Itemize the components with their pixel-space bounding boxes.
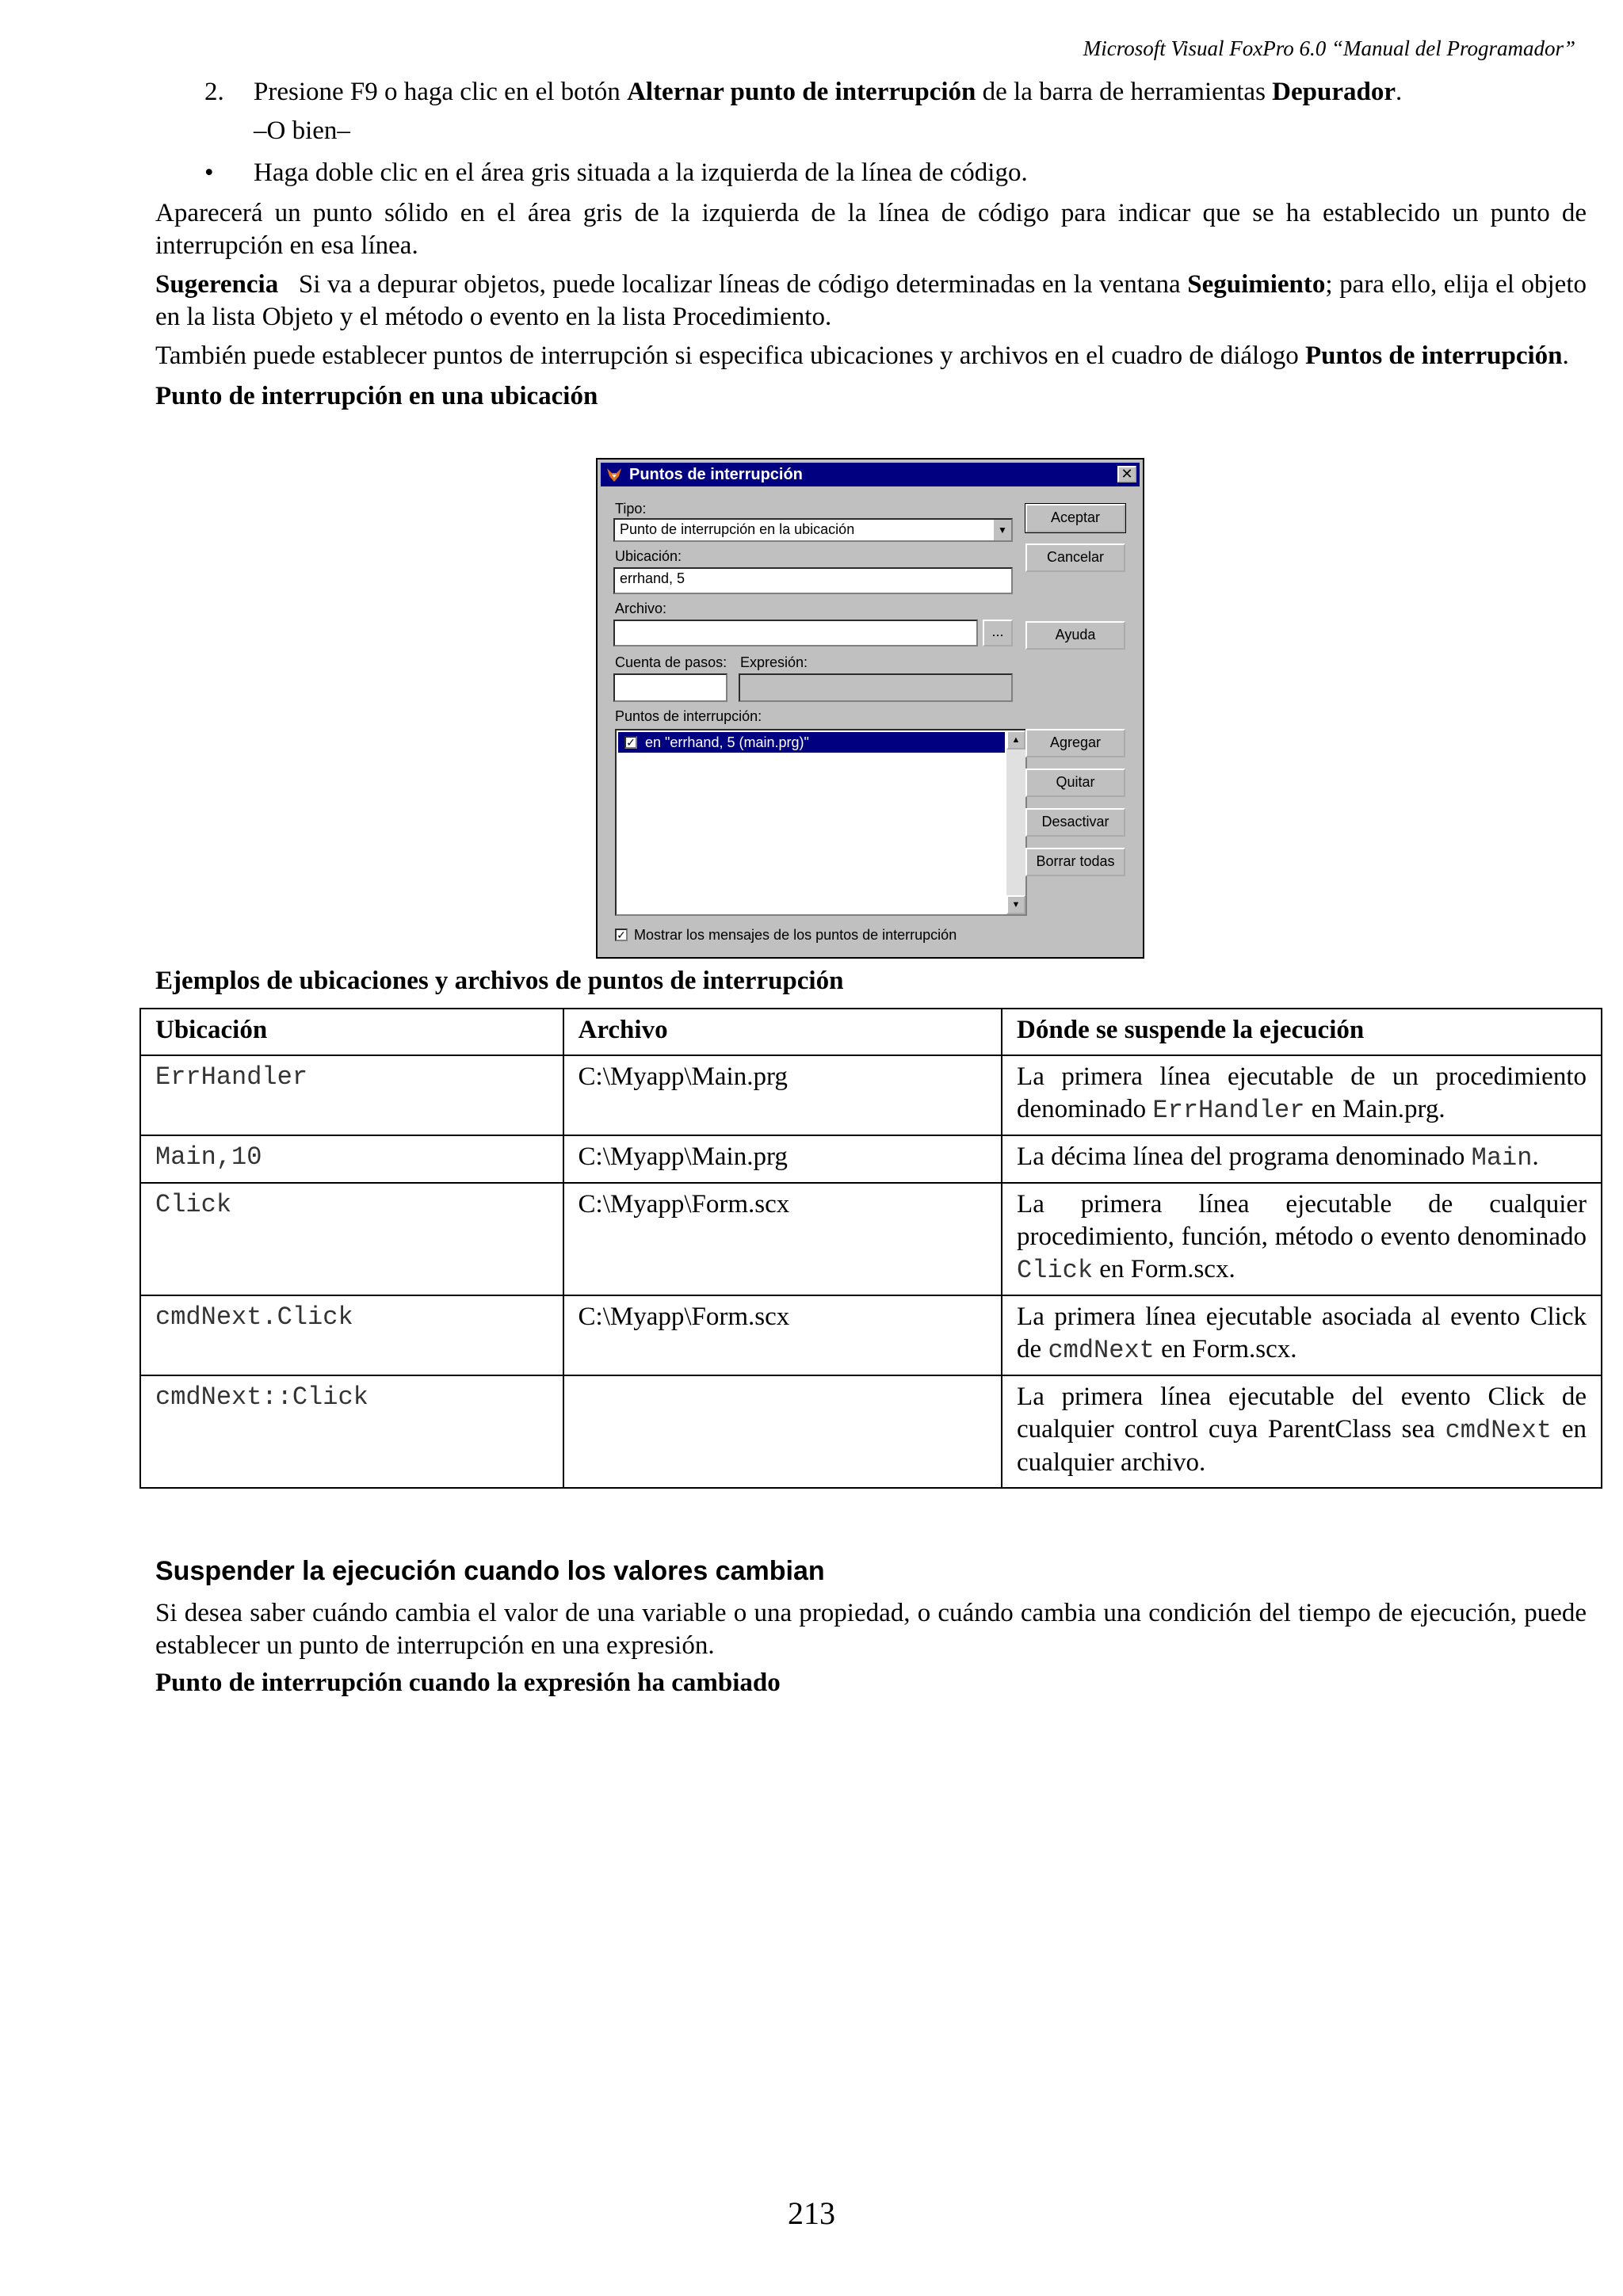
figure-caption-expression: Punto de interrupción cuando la expresión ha cambiado: [155, 1669, 781, 1697]
list-item[interactable]: [618, 732, 1005, 753]
breakpoints-list[interactable]: [615, 729, 1027, 916]
ubicacion-label: Ubicación:: [615, 548, 682, 564]
bullet-text: Haga doble clic en el área gris situada a la izquierda de la línea de código.: [254, 158, 1028, 187]
debugger-term: Depurador: [1272, 78, 1396, 106]
desc-text-end: en Form.scx.: [1154, 1335, 1297, 1363]
step-text-mid: de la barra de herramientas: [976, 78, 1273, 106]
tipo-select[interactable]: [613, 518, 1013, 542]
table-row: [140, 1295, 1602, 1375]
cell-description: [1002, 1295, 1602, 1375]
borrar-todas-button[interactable]: Borrar todas: [1025, 848, 1125, 876]
show-messages-label: Mostrar los mensajes de los puntos de interrupción: [634, 927, 957, 943]
figure-caption-location: Punto de interrupción en una ubicación: [155, 382, 598, 410]
bullet-item: [155, 157, 1587, 189]
header-archivo: Archivo: [563, 1009, 1002, 1055]
toggle-breakpoint-term: Alternar punto de interrupción: [627, 78, 976, 106]
archivo-label: Archivo:: [615, 601, 667, 616]
cell-location: ErrHandler: [140, 1055, 563, 1135]
table-row: [140, 1375, 1602, 1488]
aceptar-button[interactable]: Aceptar: [1025, 504, 1125, 532]
breakpoints-dialog-term: Puntos de interrupción: [1304, 341, 1563, 370]
agregar-button[interactable]: Agregar: [1025, 729, 1125, 757]
tip-label: Sugerencia: [155, 270, 279, 299]
step-text: Presione F9 o haga clic en el botón: [254, 78, 628, 106]
cancelar-button[interactable]: Cancelar: [1025, 543, 1125, 572]
checkbox-checked-icon[interactable]: ✓: [624, 736, 637, 749]
desactivar-button[interactable]: Desactivar: [1025, 808, 1125, 837]
show-messages-checkbox[interactable]: ✓: [615, 929, 628, 941]
expresion-input[interactable]: [739, 673, 1013, 702]
pasos-input[interactable]: [613, 673, 727, 702]
cell-file: C:\Myapp\Form.scx: [563, 1295, 1002, 1375]
header-ubicacion: Ubicación: [140, 1009, 563, 1055]
bullet-symbol: •: [204, 158, 214, 187]
desc-code: cmdNext: [1048, 1336, 1155, 1365]
desc-text: La décima línea del programa denominado: [1017, 1142, 1472, 1171]
table-header-row: [140, 1009, 1602, 1055]
or-text: –O bien–: [254, 116, 350, 145]
desc-code: Main: [1471, 1143, 1533, 1173]
scroll-down-icon[interactable]: ▼: [1006, 895, 1025, 914]
cell-location: Main,10: [140, 1135, 563, 1183]
paragraph-dialog: [155, 340, 1587, 372]
cell-location: cmdNext.Click: [140, 1295, 563, 1375]
cell-file: C:\Myapp\Main.prg: [563, 1135, 1002, 1183]
puntos-label: Puntos de interrupción:: [615, 708, 762, 724]
table-row: [140, 1055, 1602, 1135]
close-button[interactable]: ✕: [1117, 466, 1136, 482]
cell-description: [1002, 1055, 1602, 1135]
desc-text-end: en cualquier archivo.: [1017, 1415, 1587, 1477]
cell-file: C:\Myapp\Form.scx: [563, 1183, 1002, 1295]
breakpoints-dialog-screenshot: [596, 458, 1144, 959]
section-paragraph: Si desea saber cuándo cambia el valor de una variable o una propiedad, o cuándo cambia una condición del tiempo de ejecución, puede establecer un punto de interrupción en una expresión.: [155, 1599, 1587, 1660]
tipo-select-value: Punto de interrupción en la ubicación: [620, 521, 855, 537]
dialog-titlebar: [601, 463, 1140, 486]
desc-text: La primera línea ejecutable asociada al evento Click de: [1017, 1302, 1587, 1363]
ayuda-button[interactable]: Ayuda: [1025, 621, 1125, 650]
expresion-label: Expresión:: [740, 654, 808, 670]
breakpoint-examples-table: [139, 1008, 1602, 1489]
archivo-input[interactable]: [613, 620, 978, 646]
step-2: [155, 76, 1587, 109]
step-number: 2.: [204, 78, 224, 106]
body-text: [155, 76, 1587, 418]
cell-file: [563, 1375, 1002, 1488]
pasos-label: Cuenta de pasos:: [615, 654, 727, 670]
desc-text-end: en Main.prg.: [1304, 1095, 1445, 1123]
tip-text: Si va a depurar objetos, puede localizar líneas de código determinadas en la ventana: [298, 270, 1188, 299]
scroll-up-icon[interactable]: ▲: [1006, 730, 1025, 749]
foxpro-fox-icon: [605, 466, 623, 483]
page-number: 213: [788, 2195, 835, 2231]
section-heading: Suspender la ejecución cuando los valores cambian: [155, 1556, 825, 1586]
dialog-para-text: También puede establecer puntos de interrupción si especifica ubicaciones y archivos en el cuadro de diálogo: [155, 341, 1305, 370]
tip-text-end: ; para ello, elija el objeto en la lista Objeto y el método o evento en la lista Procedimiento.: [155, 270, 1587, 331]
tipo-label: Tipo:: [615, 501, 647, 517]
quitar-button[interactable]: Quitar: [1025, 769, 1125, 797]
desc-text-end: en Form.scx.: [1093, 1255, 1235, 1283]
dialog-title: Puntos de interrupción: [629, 466, 803, 483]
table-row: [140, 1183, 1602, 1295]
list-scrollbar[interactable]: [1006, 730, 1025, 914]
running-header: Microsoft Visual FoxPro 6.0 “Manual del Programador”: [1083, 36, 1575, 60]
desc-code: cmdNext: [1445, 1416, 1552, 1445]
tip-paragraph: [155, 269, 1587, 334]
cell-file: C:\Myapp\Main.prg: [563, 1055, 1002, 1135]
desc-text: La primera línea ejecutable de cualquier procedimiento, función, método o evento denominado: [1017, 1190, 1587, 1251]
desc-text-end: .: [1532, 1142, 1539, 1171]
table-row: [140, 1135, 1602, 1183]
cell-location: Click: [140, 1183, 563, 1295]
ubicacion-input[interactable]: errhand, 5: [613, 567, 1013, 594]
desc-text: La primera línea ejecutable de un procedimiento denominado: [1017, 1062, 1587, 1123]
watch-window-term: Seguimiento: [1187, 270, 1326, 299]
cell-description: [1002, 1183, 1602, 1295]
table-caption: Ejemplos de ubicaciones y archivos de puntos de interrupción: [155, 967, 844, 995]
browse-button[interactable]: ...: [983, 620, 1013, 646]
header-donde: Dónde se suspende la ejecución: [1002, 1009, 1602, 1055]
paragraph-solid-point: Aparecerá un punto sólido en el área gris de la izquierda de la línea de código para indicar que se ha establecido un punto de interrupción en esa línea.: [155, 199, 1587, 260]
dialog-para-end: .: [1562, 341, 1569, 370]
desc-code: ErrHandler: [1152, 1096, 1305, 1125]
desc-code: Click: [1017, 1256, 1094, 1285]
desc-text: La primera línea ejecutable del evento Click de cualquier control cuya ParentClass sea: [1017, 1383, 1587, 1444]
chevron-down-icon[interactable]: ▼: [992, 520, 1011, 540]
cell-location: cmdNext::Click: [140, 1375, 563, 1488]
list-item-text: en "errhand, 5 (main.prg)": [645, 734, 809, 750]
cell-description: [1002, 1135, 1602, 1183]
step-text-end: .: [1396, 78, 1403, 106]
cell-description: [1002, 1375, 1602, 1488]
breakpoints-dialog: [596, 458, 1144, 959]
